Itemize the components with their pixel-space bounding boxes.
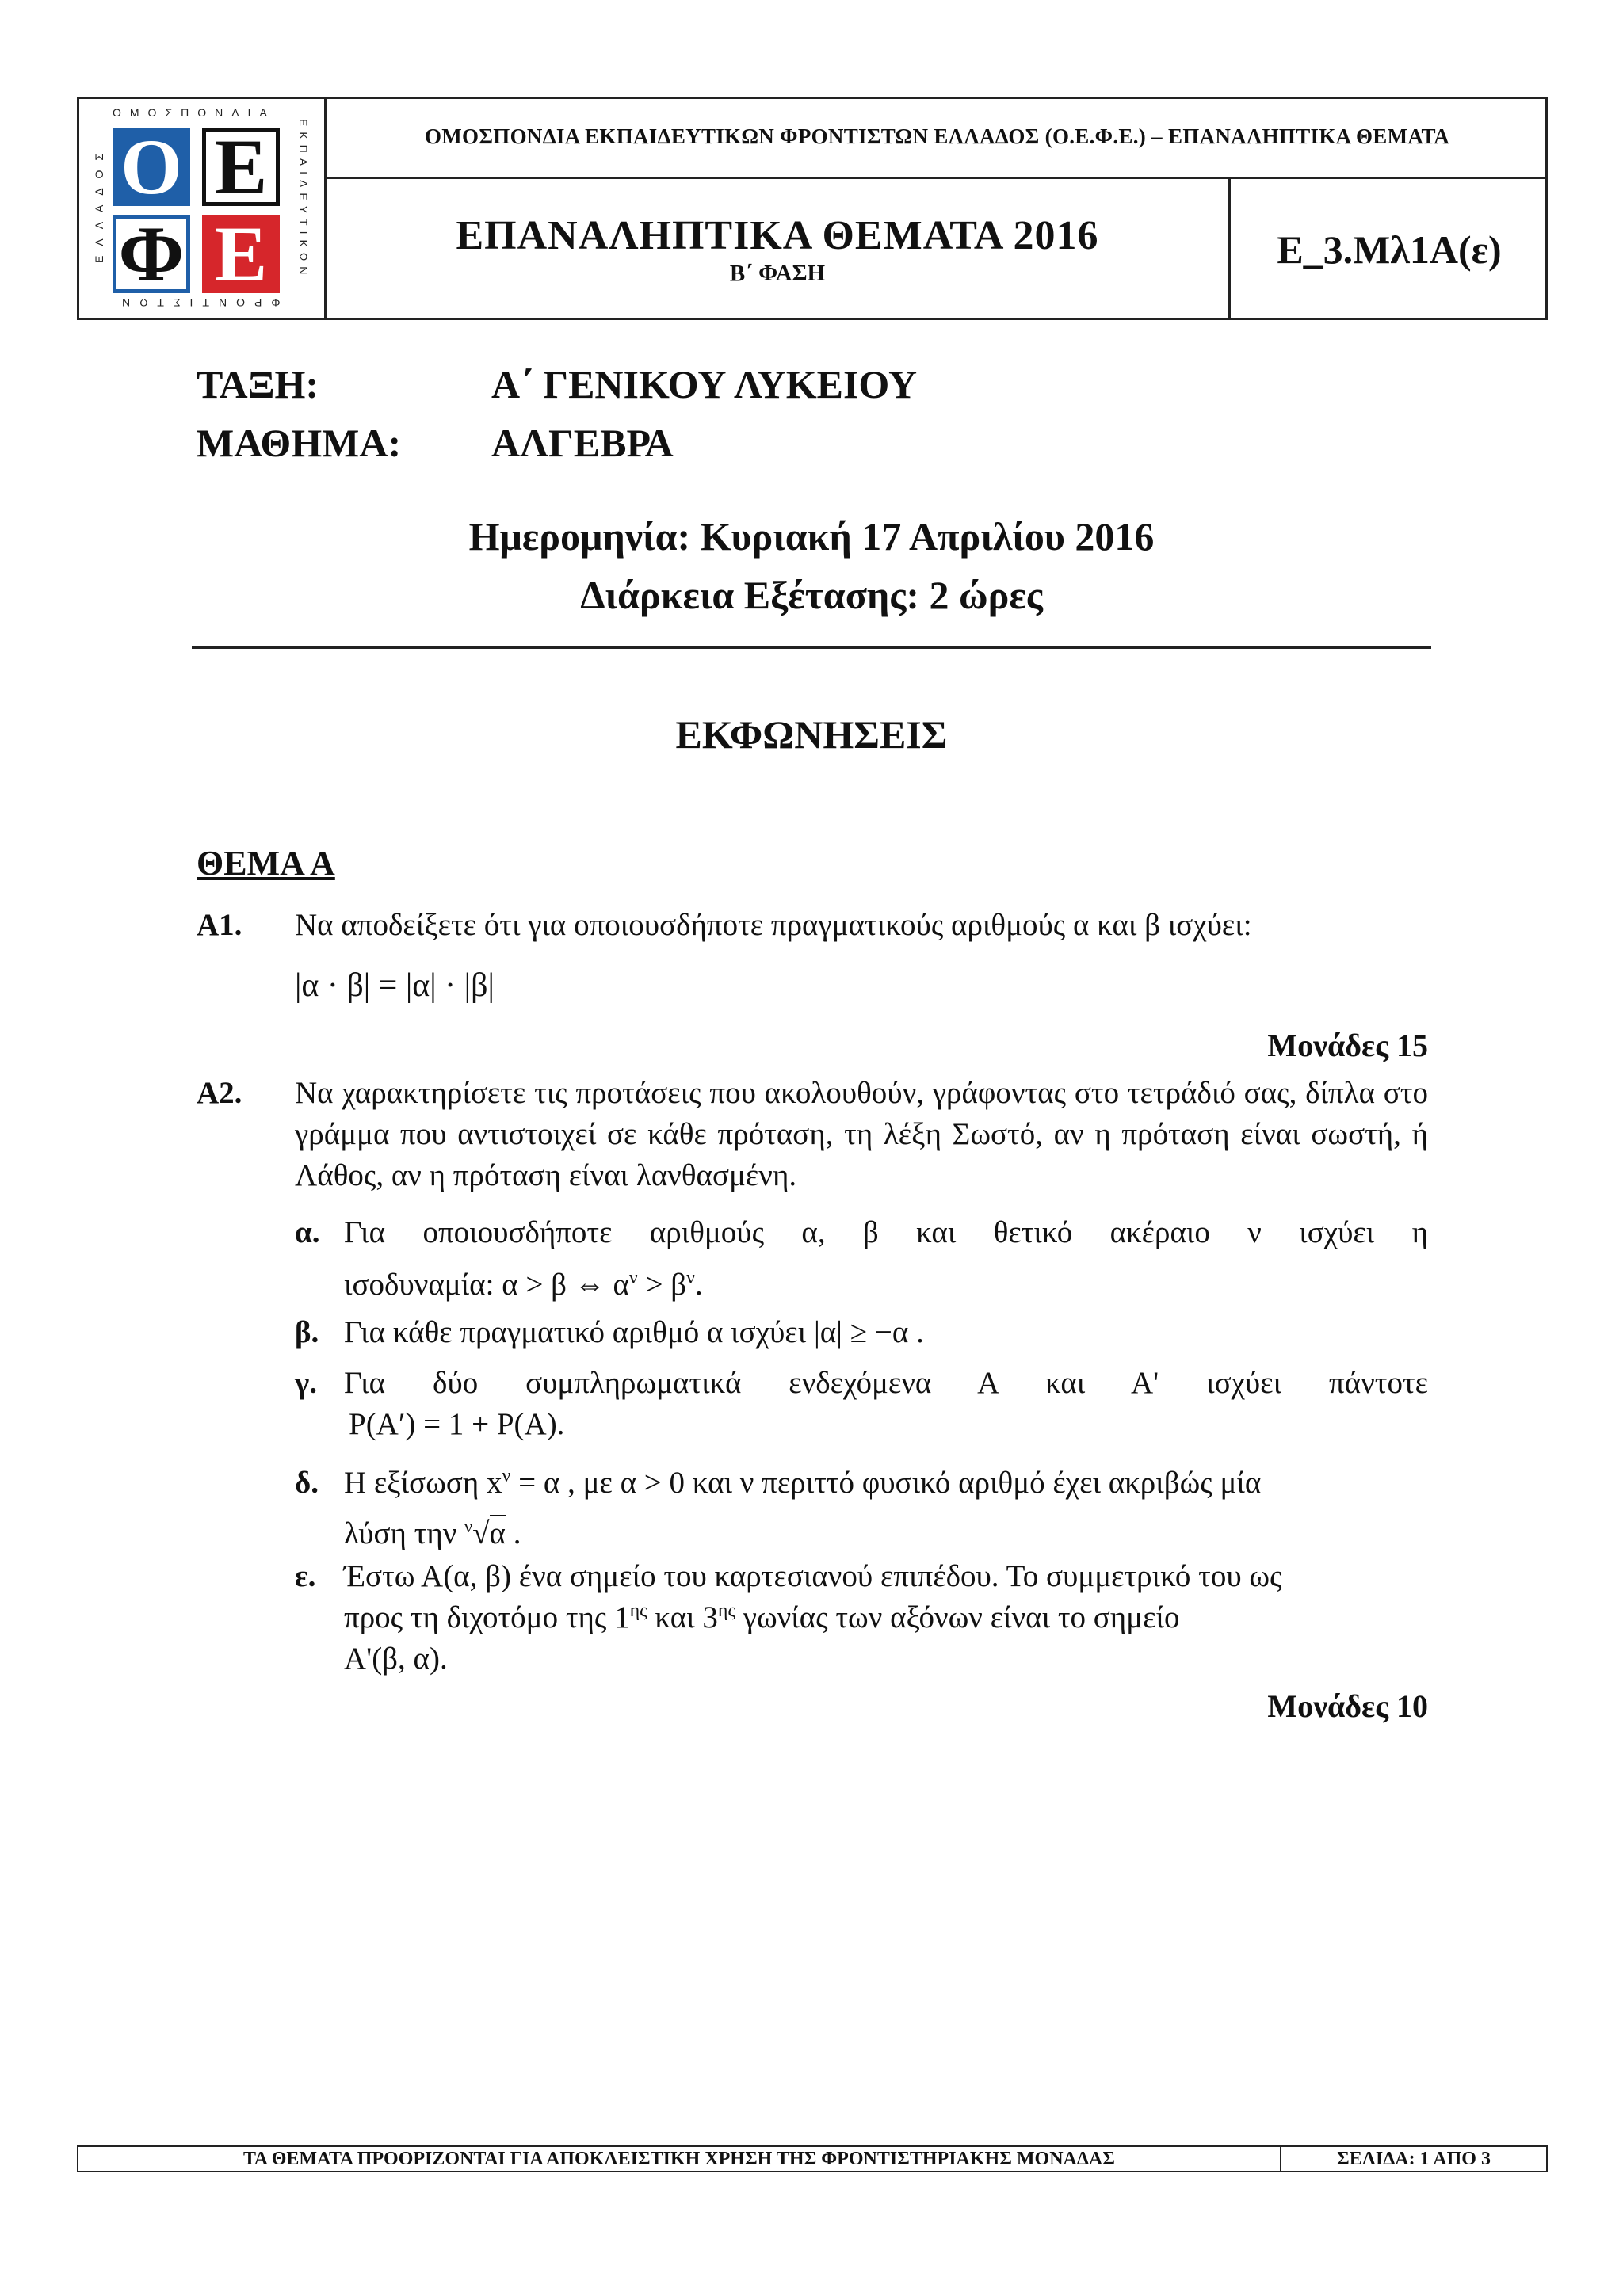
a2-item-text-line3: Α'(β, α). [344, 1642, 448, 1676]
a2-item-text: Για οποιουσδήποτε αριθμούς α, β και θετικό ακέραιο ν ισχύει η [344, 1215, 1428, 1249]
superscript: ης [717, 1600, 735, 1621]
logo: ΟΜΟΣΠΟΝΔΙΑ ΦΡΟΝΤΙΣΤΩΝ ΕΚΠΑΙΔΕΥΤΙΚΩΝ ΕΛΛΑΔΟΣ Ο Ε Φ Ε [77, 97, 327, 320]
text-span: . [505, 1516, 521, 1550]
footer [77, 2145, 1548, 2172]
class-label: ΤΑΞΗ: [197, 362, 319, 406]
a2-item-text: Έστω Α(α, β) ένα σημείο του καρτεσιανού επιπέδου. Το συμμετρικό του ως [344, 1559, 1282, 1593]
a2-item-text: Για δύο συμπληρωματικά ενδεχόμενα Α και Α' ισχύει πάντοτε [344, 1366, 1428, 1400]
footer-notice: ΤΑ ΘΕΜΑΤΑ ΠΡΟΟΡΙΖΟΝΤΑΙ ΓΙΑ ΑΠΟΚΛΕΙΣΤΙΚΗ ΧΡΗΣΗ ΤΗΣ ΦΡΟΝΤΙΣΤΗΡΙΑΚΗΣ ΜΟΝΑΔΑΣ [78, 2147, 1281, 2171]
text-span: . [694, 1268, 703, 1302]
a2-text: Να χαρακτηρίσετε τις προτάσεις που ακολουθούν, γράφοντας στο τετράδιό σας, δίπλα στο γράμμα που αντιστοιχεί σε κάθε πρόταση, τη λέξη Σωστό, αν η πρόταση είναι σωστή, ή Λάθος, αν η πρόταση είναι λανθασμένη. [295, 1076, 1428, 1192]
page-number: ΣΕΛΙΔΑ: 1 ΑΠΟ 3 [1337, 2148, 1491, 2169]
a1-text: Να αποδείξετε ότι για οποιουσδήποτε πραγματικούς αριθμούς α και β ισχύει: [295, 908, 1252, 942]
root-index: ν [464, 1516, 473, 1536]
exam-code: Ε_3.Μλ1Α(ε) [1277, 227, 1502, 272]
a1-marks: Μονάδες 15 [1267, 1028, 1428, 1063]
text-span: και 3 [647, 1600, 718, 1634]
a2-item-letter: β. [295, 1315, 319, 1349]
a1-label: Α1. [197, 908, 242, 942]
a2-item-text: Για κάθε πραγματικό αριθμό α ισχύει |α| ≥ −α . [344, 1315, 924, 1349]
a2-marks: Μονάδες 10 [1267, 1688, 1428, 1724]
a2-item-letter: γ. [295, 1366, 317, 1400]
text-span: > β [637, 1268, 687, 1302]
org-line: ΟΜΟΣΠΟΝΔΙΑ ΕΚΠΑΙΔΕΥΤΙΚΩΝ ΦΡΟΝΤΙΣΤΩΝ ΕΛΛΑΔΟΣ (Ο.Ε.Φ.Ε.) – ΕΠΑΝΑΛΗΠΤΙΚΑ ΘΕΜΑΤΑ [327, 97, 1548, 179]
exam-duration: Διάρκεια Εξέτασης: 2 ώρες [580, 573, 1043, 617]
exam-phase: Β΄ ΦΑΣΗ [729, 261, 826, 286]
a2-item-text [344, 1463, 1428, 1504]
title-cell [327, 179, 1231, 320]
divider [192, 646, 1431, 649]
text-span: λύση την [344, 1516, 465, 1550]
a2-item-letter: α. [295, 1215, 320, 1249]
a2-item-text-line2: P(A′) = 1 + P(A). [349, 1407, 565, 1441]
exponent: ν [502, 1466, 511, 1486]
logo-letter-e: Ε [202, 128, 280, 206]
superscript: ης [629, 1600, 647, 1621]
text-span: προς τη διχοτόμο της 1 [344, 1600, 630, 1634]
radicand: α [489, 1516, 506, 1550]
text-span: ισοδυναμία: α > β ⇔ α [344, 1268, 629, 1302]
subject-label: ΜΑΘΗΜΑ: [197, 421, 402, 465]
subject-value: ΑΛΓΕΒΡΑ [491, 421, 674, 465]
a2-label: Α2. [197, 1076, 242, 1110]
radical-sign: √ [472, 1516, 490, 1550]
a2-item-text-line2 [344, 1597, 1179, 1638]
logo-letter-phi: Φ [113, 215, 190, 293]
a1-formula: |α · β| = |α| · |β| [295, 967, 495, 1004]
logo-letter-e-red: Ε [202, 215, 280, 293]
a2-item-text-line2 [344, 1264, 703, 1306]
a2-item-letter: ε. [295, 1559, 316, 1593]
section-title: ΕΚΦΩΝΗΣΕΙΣ [675, 712, 948, 757]
text-span: γωνίας των αξόνων είναι το σημείο [735, 1600, 1180, 1634]
a2-item-letter: δ. [295, 1466, 319, 1500]
text-span: = α , με α > 0 και ν περιττό φυσικό αριθμό έχει ακριβώς μία [510, 1466, 1262, 1500]
a2-item-text-line2 [344, 1513, 521, 1554]
exam-date: Ημερομηνία: Κυριακή 17 Απριλίου 2016 [468, 514, 1155, 559]
exponent: ν [686, 1268, 695, 1288]
text-span: Η εξίσωση x [344, 1466, 502, 1500]
exponent: ν [628, 1268, 638, 1288]
logo-letter-o: Ο [113, 128, 190, 206]
theme-a-title: ΘΕΜΑ Α [197, 844, 335, 883]
class-value: Α΄ ΓΕΝΙΚΟΥ ΛΥΚΕΙΟΥ [491, 362, 918, 406]
exam-title: ΕΠΑΝΑΛΗΠΤΙΚΑ ΘΕΜΑΤΑ 2016 [456, 213, 1099, 258]
